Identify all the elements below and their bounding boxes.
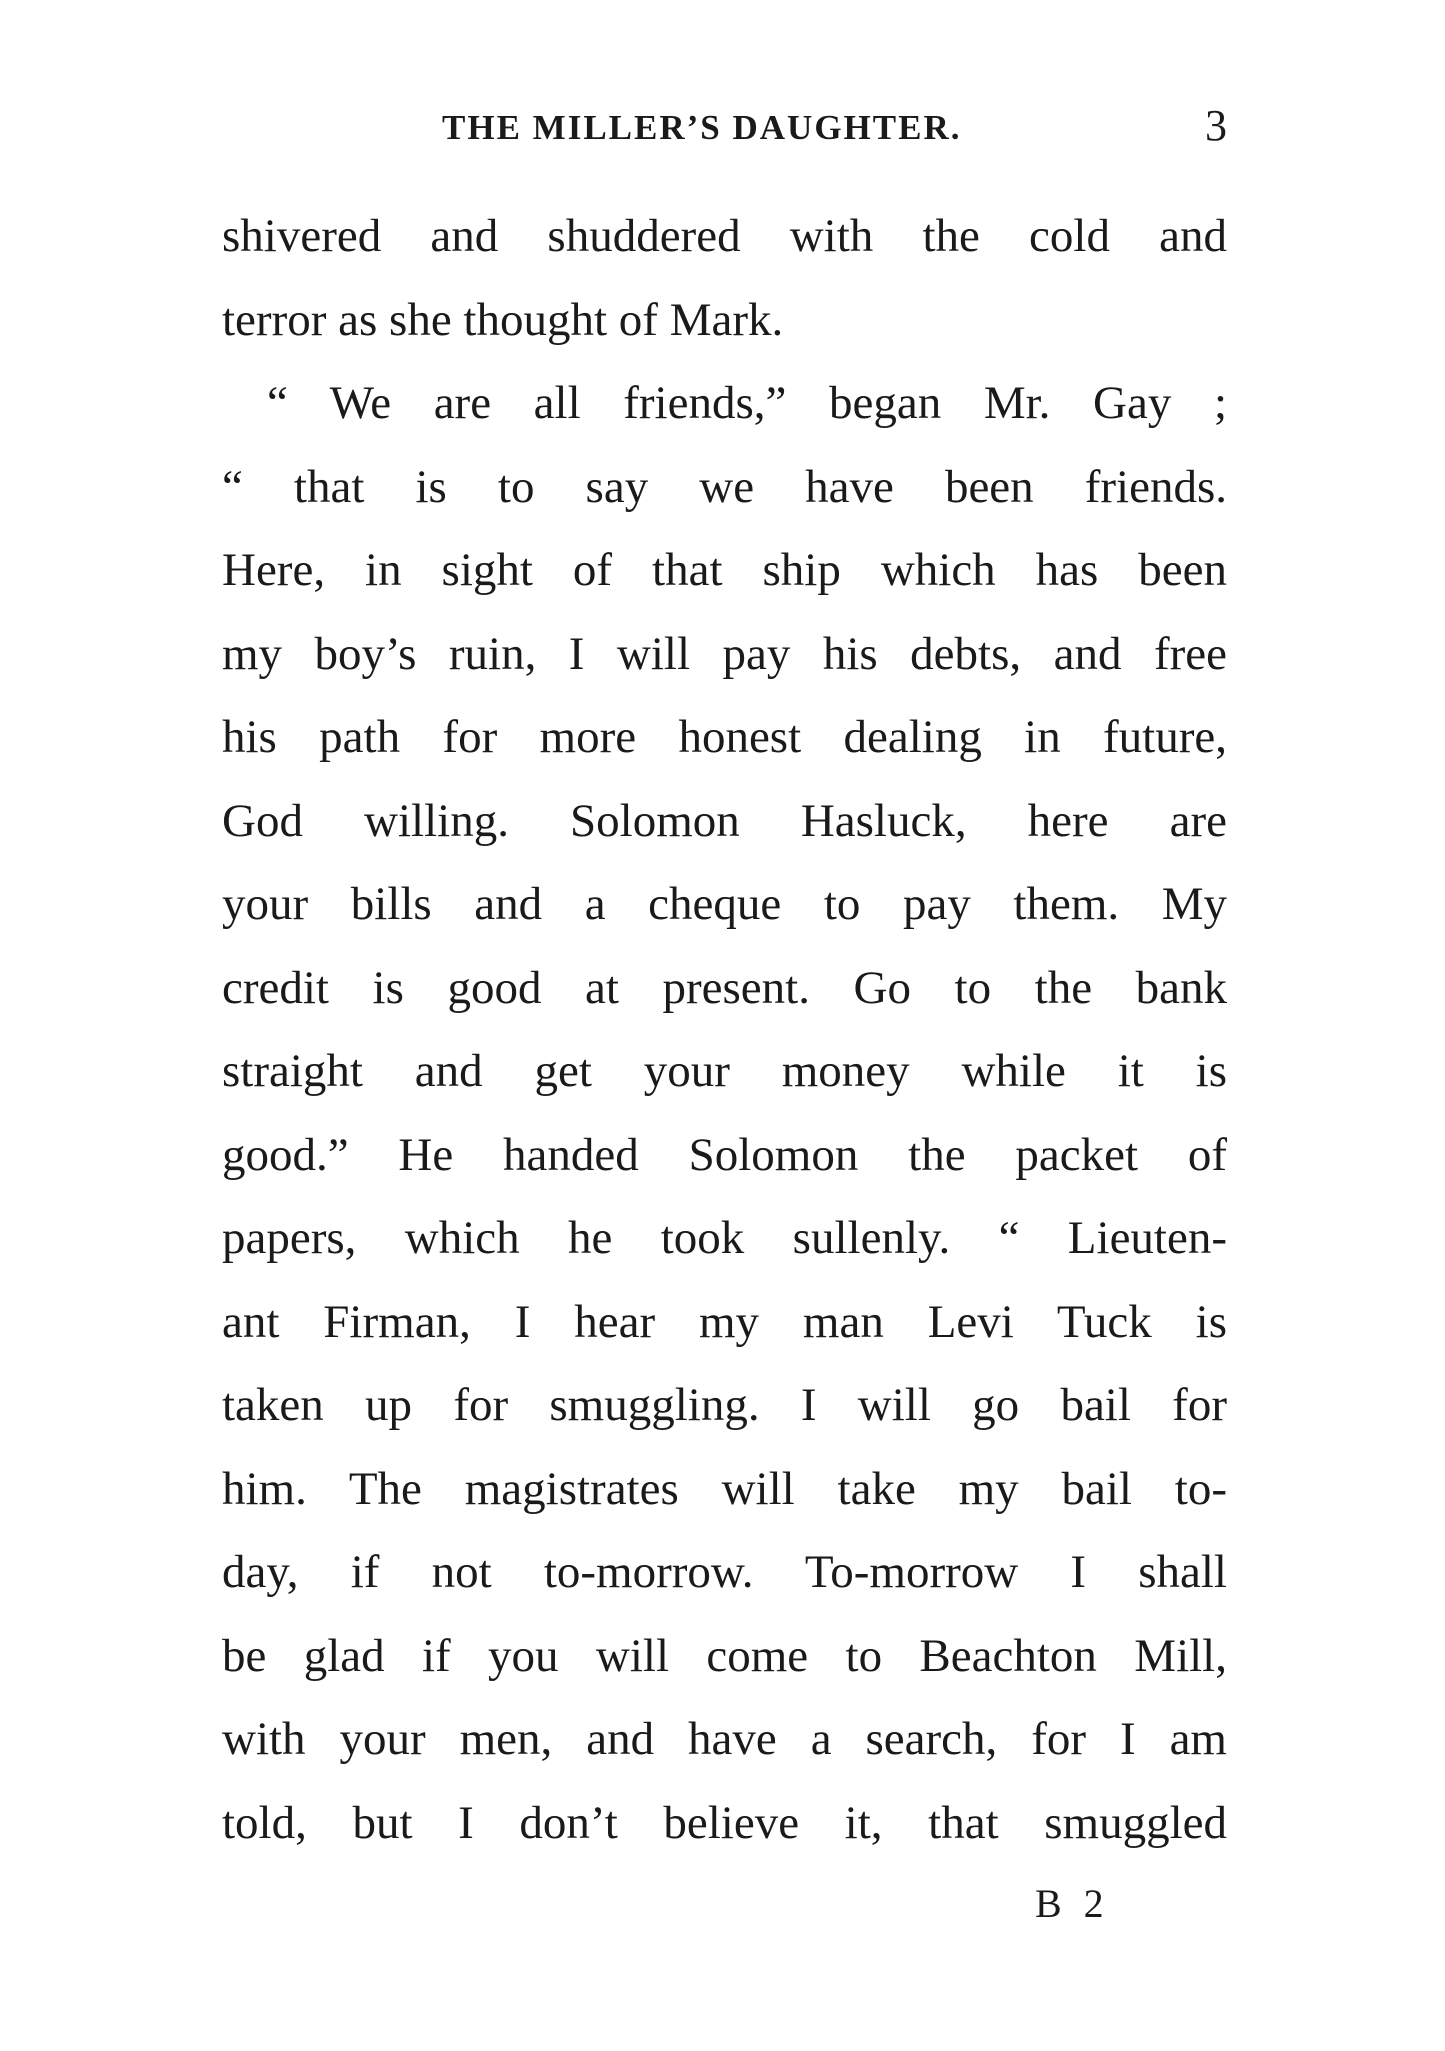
text-line: my boy’s ruin, I will pay his debts, and free xyxy=(222,627,1227,680)
text-line: ant Firman, I hear my man Levi Tuck is xyxy=(222,1295,1227,1348)
running-title: THE MILLER’S DAUGHTER. xyxy=(442,108,962,147)
text-line: him. The magistrates will take my bail to- xyxy=(222,1462,1227,1515)
text-line: his path for more honest dealing in future, xyxy=(222,711,1227,763)
text-line: God willing. Solomon Hasluck, here are xyxy=(222,794,1227,847)
running-header xyxy=(222,100,1227,160)
text-line: your bills and a cheque to pay them. My xyxy=(222,878,1227,930)
body-text xyxy=(222,195,1227,1865)
text-line: terror as she thought of Mark. xyxy=(222,293,784,346)
page-number: 3 xyxy=(1205,101,1227,150)
text-line: be glad if you will come to Beachton Mill, xyxy=(222,1629,1227,1682)
text-line: papers, which he took sullenly. “ Lieuten- xyxy=(222,1212,1227,1264)
text-line: good.” He handed Solomon the packet of xyxy=(222,1128,1227,1181)
signature-mark: B 2 xyxy=(1035,1881,1110,1926)
text-line: “ We are all friends,” began Mr. Gay ; xyxy=(267,377,1227,429)
text-line: “ that is to say we have been friends. xyxy=(222,460,1227,513)
text-line: taken up for smuggling. I will go bail for xyxy=(222,1379,1227,1431)
text-line: day, if not to-morrow. To-morrow I shall xyxy=(222,1546,1227,1598)
text-line: straight and get your money while it is xyxy=(222,1045,1227,1097)
text-line: Here, in sight of that ship which has been xyxy=(222,544,1227,596)
text-line: shivered and shuddered with the cold and xyxy=(222,210,1227,262)
text-line: told, but I don’t believe it, that smuggled xyxy=(222,1796,1227,1849)
text-line: credit is good at present. Go to the bank xyxy=(222,961,1227,1014)
text-line: with your men, and have a search, for I am xyxy=(222,1713,1227,1765)
